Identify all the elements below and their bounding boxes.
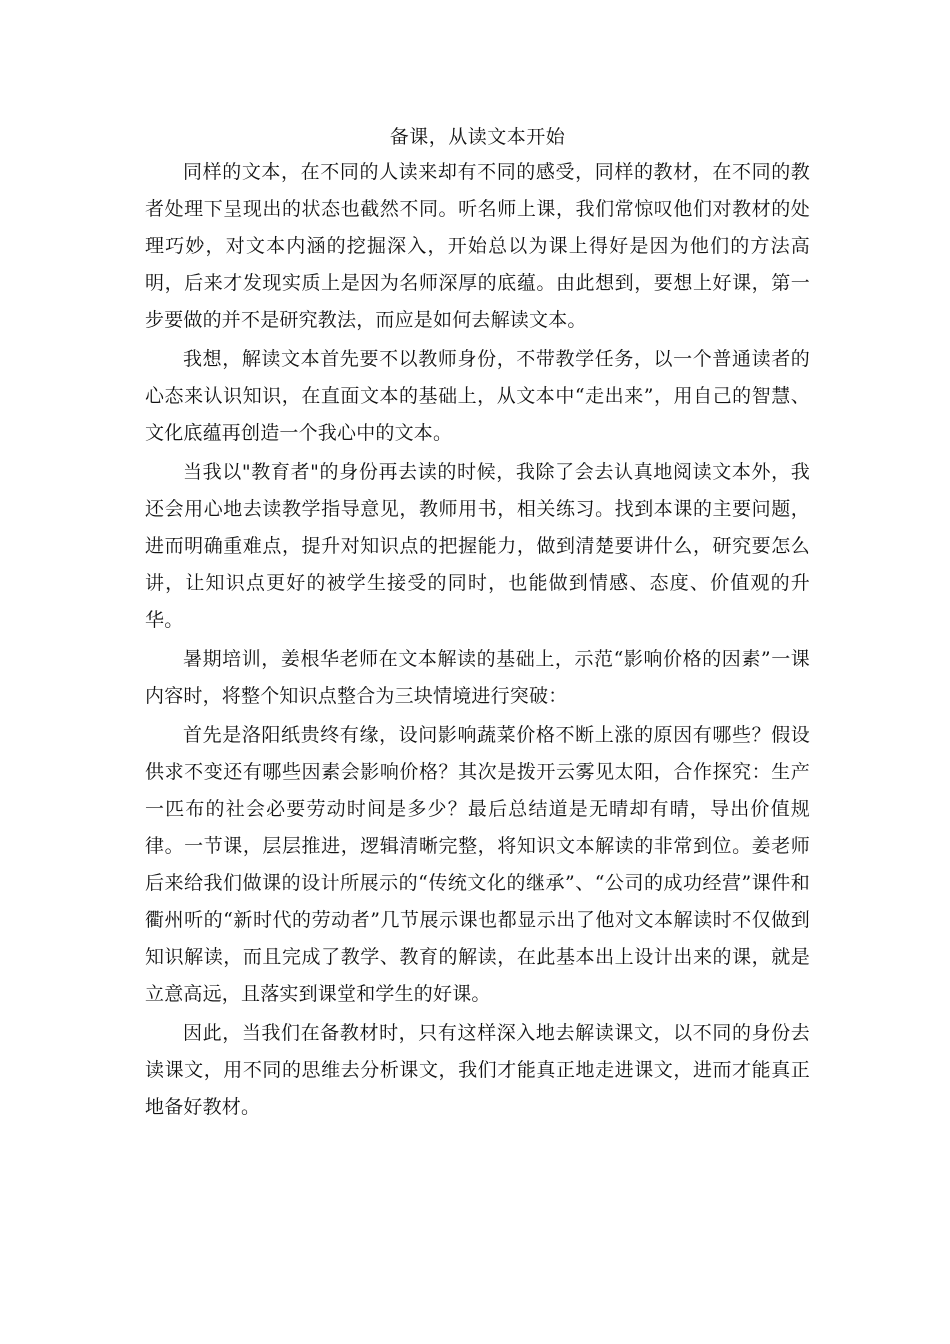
document-body [145,122,810,1126]
document-title: 备课，从读文本开始 [389,126,566,148]
paragraph-4: 暑期培训，姜根华老师在文本解读的基础上，示范“影响价格的因素”一课内容时，将整个知识点整合为三块情境进行突破： [145,648,810,707]
paragraph-2: 我想，解读文本首先要不以教师身份，不带教学任务，以一个普通读者的心态来认识知识，在直面文本的基础上，从文本中“走出来”，用自己的智慧、文化底蕴再创造一个我心中的文本。 [145,348,810,444]
paragraph-6: 因此，当我们在备教材时，只有这样深入地去解读课文，以不同的身份去读课文，用不同的思维去分析课文，我们才能真正地走进课文，进而才能真正地备好教材。 [145,1022,810,1118]
paragraph-3: 当我以"教育者"的身份再去读的时候，我除了会去认真地阅读文本外，我还会用心地去读教学指导意见，教师用书，相关练习。找到本课的主要问题，进而明确重难点，提升对知识点的把握能力，做到清楚要讲什么，研究要怎么讲，让知识点更好的被学生接受的同时，也能做到情感、态度、价值观的升华。 [145,461,810,631]
paragraph-1: 同样的文本，在不同的人读来却有不同的感受，同样的教材，在不同的教者处理下呈现出的状态也截然不同。听名师上课，我们常惊叹他们对教材的处理巧妙，对文本内涵的挖掘深入，开始总以为课上得好是因为他们的方法高明，后来才发现实质上是因为名师深厚的底蕴。由此想到，要想上好课，第一步要做的并不是研究教法，而应是如何去解读文本。 [145,161,810,331]
paragraph-5: 首先是洛阳纸贵终有缘，设问影响蔬菜价格不断上涨的原因有哪些？假设供求不变还有哪些因素会影响价格？其次是拨开云雾见太阳，合作探究：生产一匹布的社会必要劳动时间是多少？最后总结道是无晴却有晴，导出价值规律。一节课，层层推进，逻辑清晰完整，将知识文本解读的非常到位。姜老师后来给我们做课的设计所展示的“传统文化的继承”、“公司的成功经营”课件和衢州听的“新时代的劳动者”几节展示课也都显示出了他对文本解读时不仅做到知识解读，而且完成了教学、教育的解读，在此基本出上设计出来的课，就是立意高远，且落实到课堂和学生的好课。 [145,724,810,1005]
